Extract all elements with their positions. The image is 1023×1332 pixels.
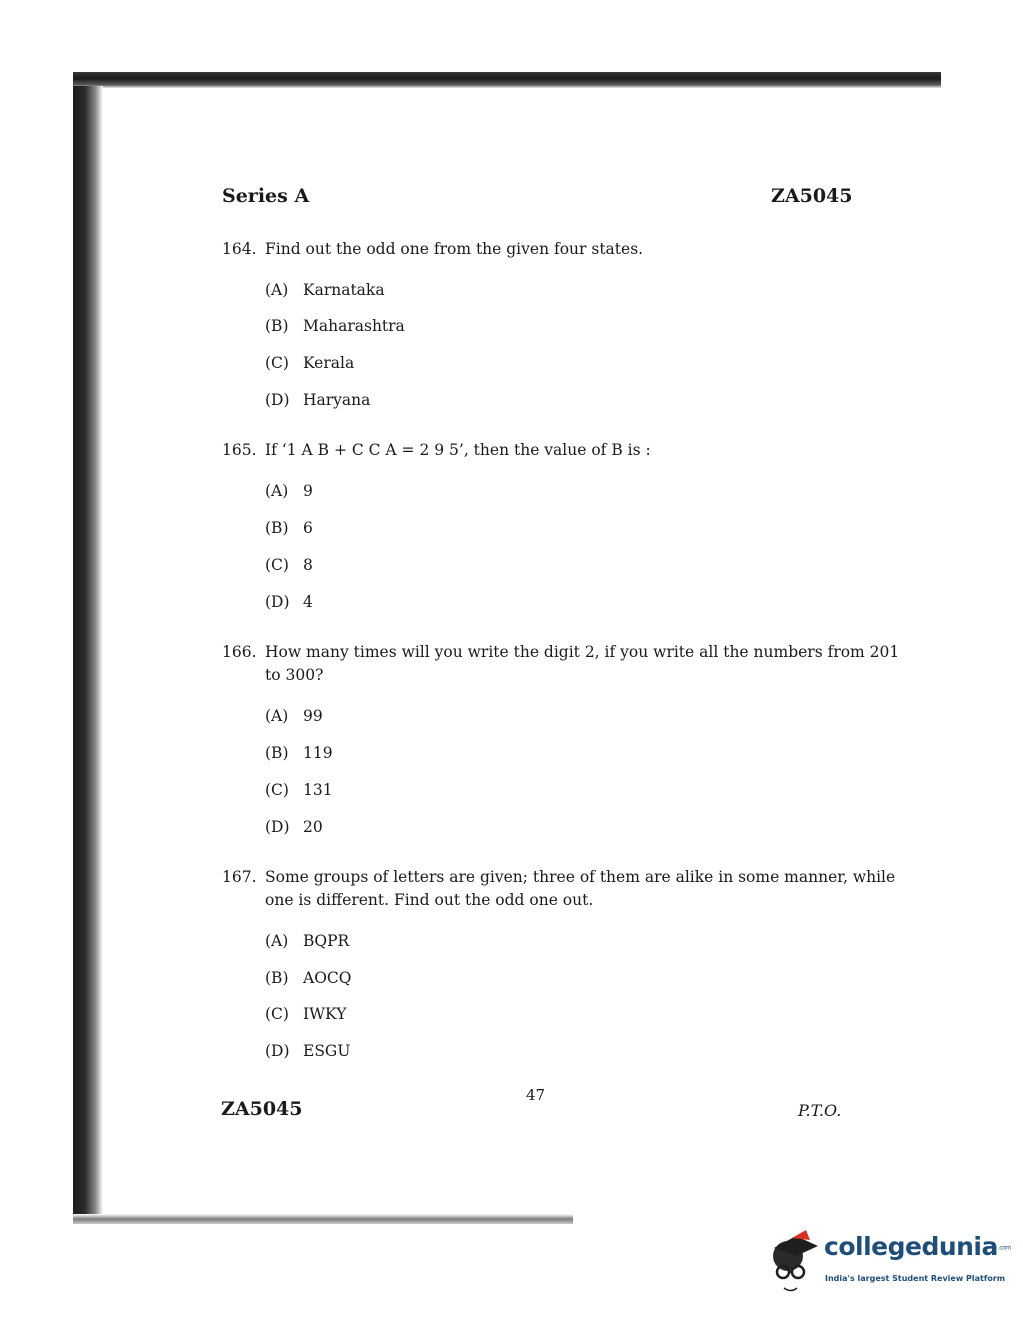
page-number: 47: [526, 1086, 546, 1104]
option-b: (B) 6: [265, 519, 313, 537]
option-b: (B) 119: [265, 744, 333, 762]
paper-code-header: ZA5045: [771, 185, 853, 207]
question-text-line1: Some groups of letters are given; three of them are alike in some manner, while: [265, 868, 896, 886]
option-d: (D) Haryana: [265, 391, 371, 409]
option-a: (A) 9: [265, 482, 313, 500]
option-a: (A) Karnataka: [265, 281, 385, 299]
option-a: (A) 99: [265, 707, 323, 725]
option-c: (C) 131: [265, 781, 333, 799]
paper-code-footer: ZA5045: [221, 1098, 303, 1120]
question-text-line2: one is different. Find out the odd one out.: [265, 891, 594, 909]
question-number: 164.: [222, 240, 257, 258]
option-d: (D) ESGU: [265, 1042, 351, 1060]
question-number: 166.: [222, 643, 257, 661]
option-c: (C) Kerala: [265, 354, 355, 372]
question-text: If ‘1 A B + C C A = 2 9 5’, then the value of B is :: [265, 441, 651, 459]
pto-note: P.T.O.: [798, 1101, 842, 1120]
option-c: (C) IWKY: [265, 1005, 347, 1023]
option-b: (B) Maharashtra: [265, 317, 405, 335]
question-number: 165.: [222, 441, 257, 459]
option-b: (B) AOCQ: [265, 969, 352, 987]
series-label: Series A: [222, 185, 310, 207]
scan-bottom-edge: [73, 1214, 573, 1224]
option-d: (D) 4: [265, 593, 313, 611]
scan-left-edge: [73, 86, 103, 1224]
watermark-tagline: India's largest Student Review Platform: [825, 1274, 1006, 1283]
option-d: (D) 20: [265, 818, 323, 836]
question-text-line2: to 300?: [265, 666, 324, 684]
question-text-line1: How many times will you write the digit 2, if you write all the numbers from 201: [265, 643, 900, 661]
question-number: 167.: [222, 868, 257, 886]
scan-top-edge: [73, 72, 941, 88]
option-c: (C) 8: [265, 556, 313, 574]
watermark-brand: collegedunia.com: [824, 1232, 1011, 1261]
question-text: Find out the odd one from the given four states.: [265, 240, 644, 258]
option-a: (A) BQPR: [265, 932, 350, 950]
